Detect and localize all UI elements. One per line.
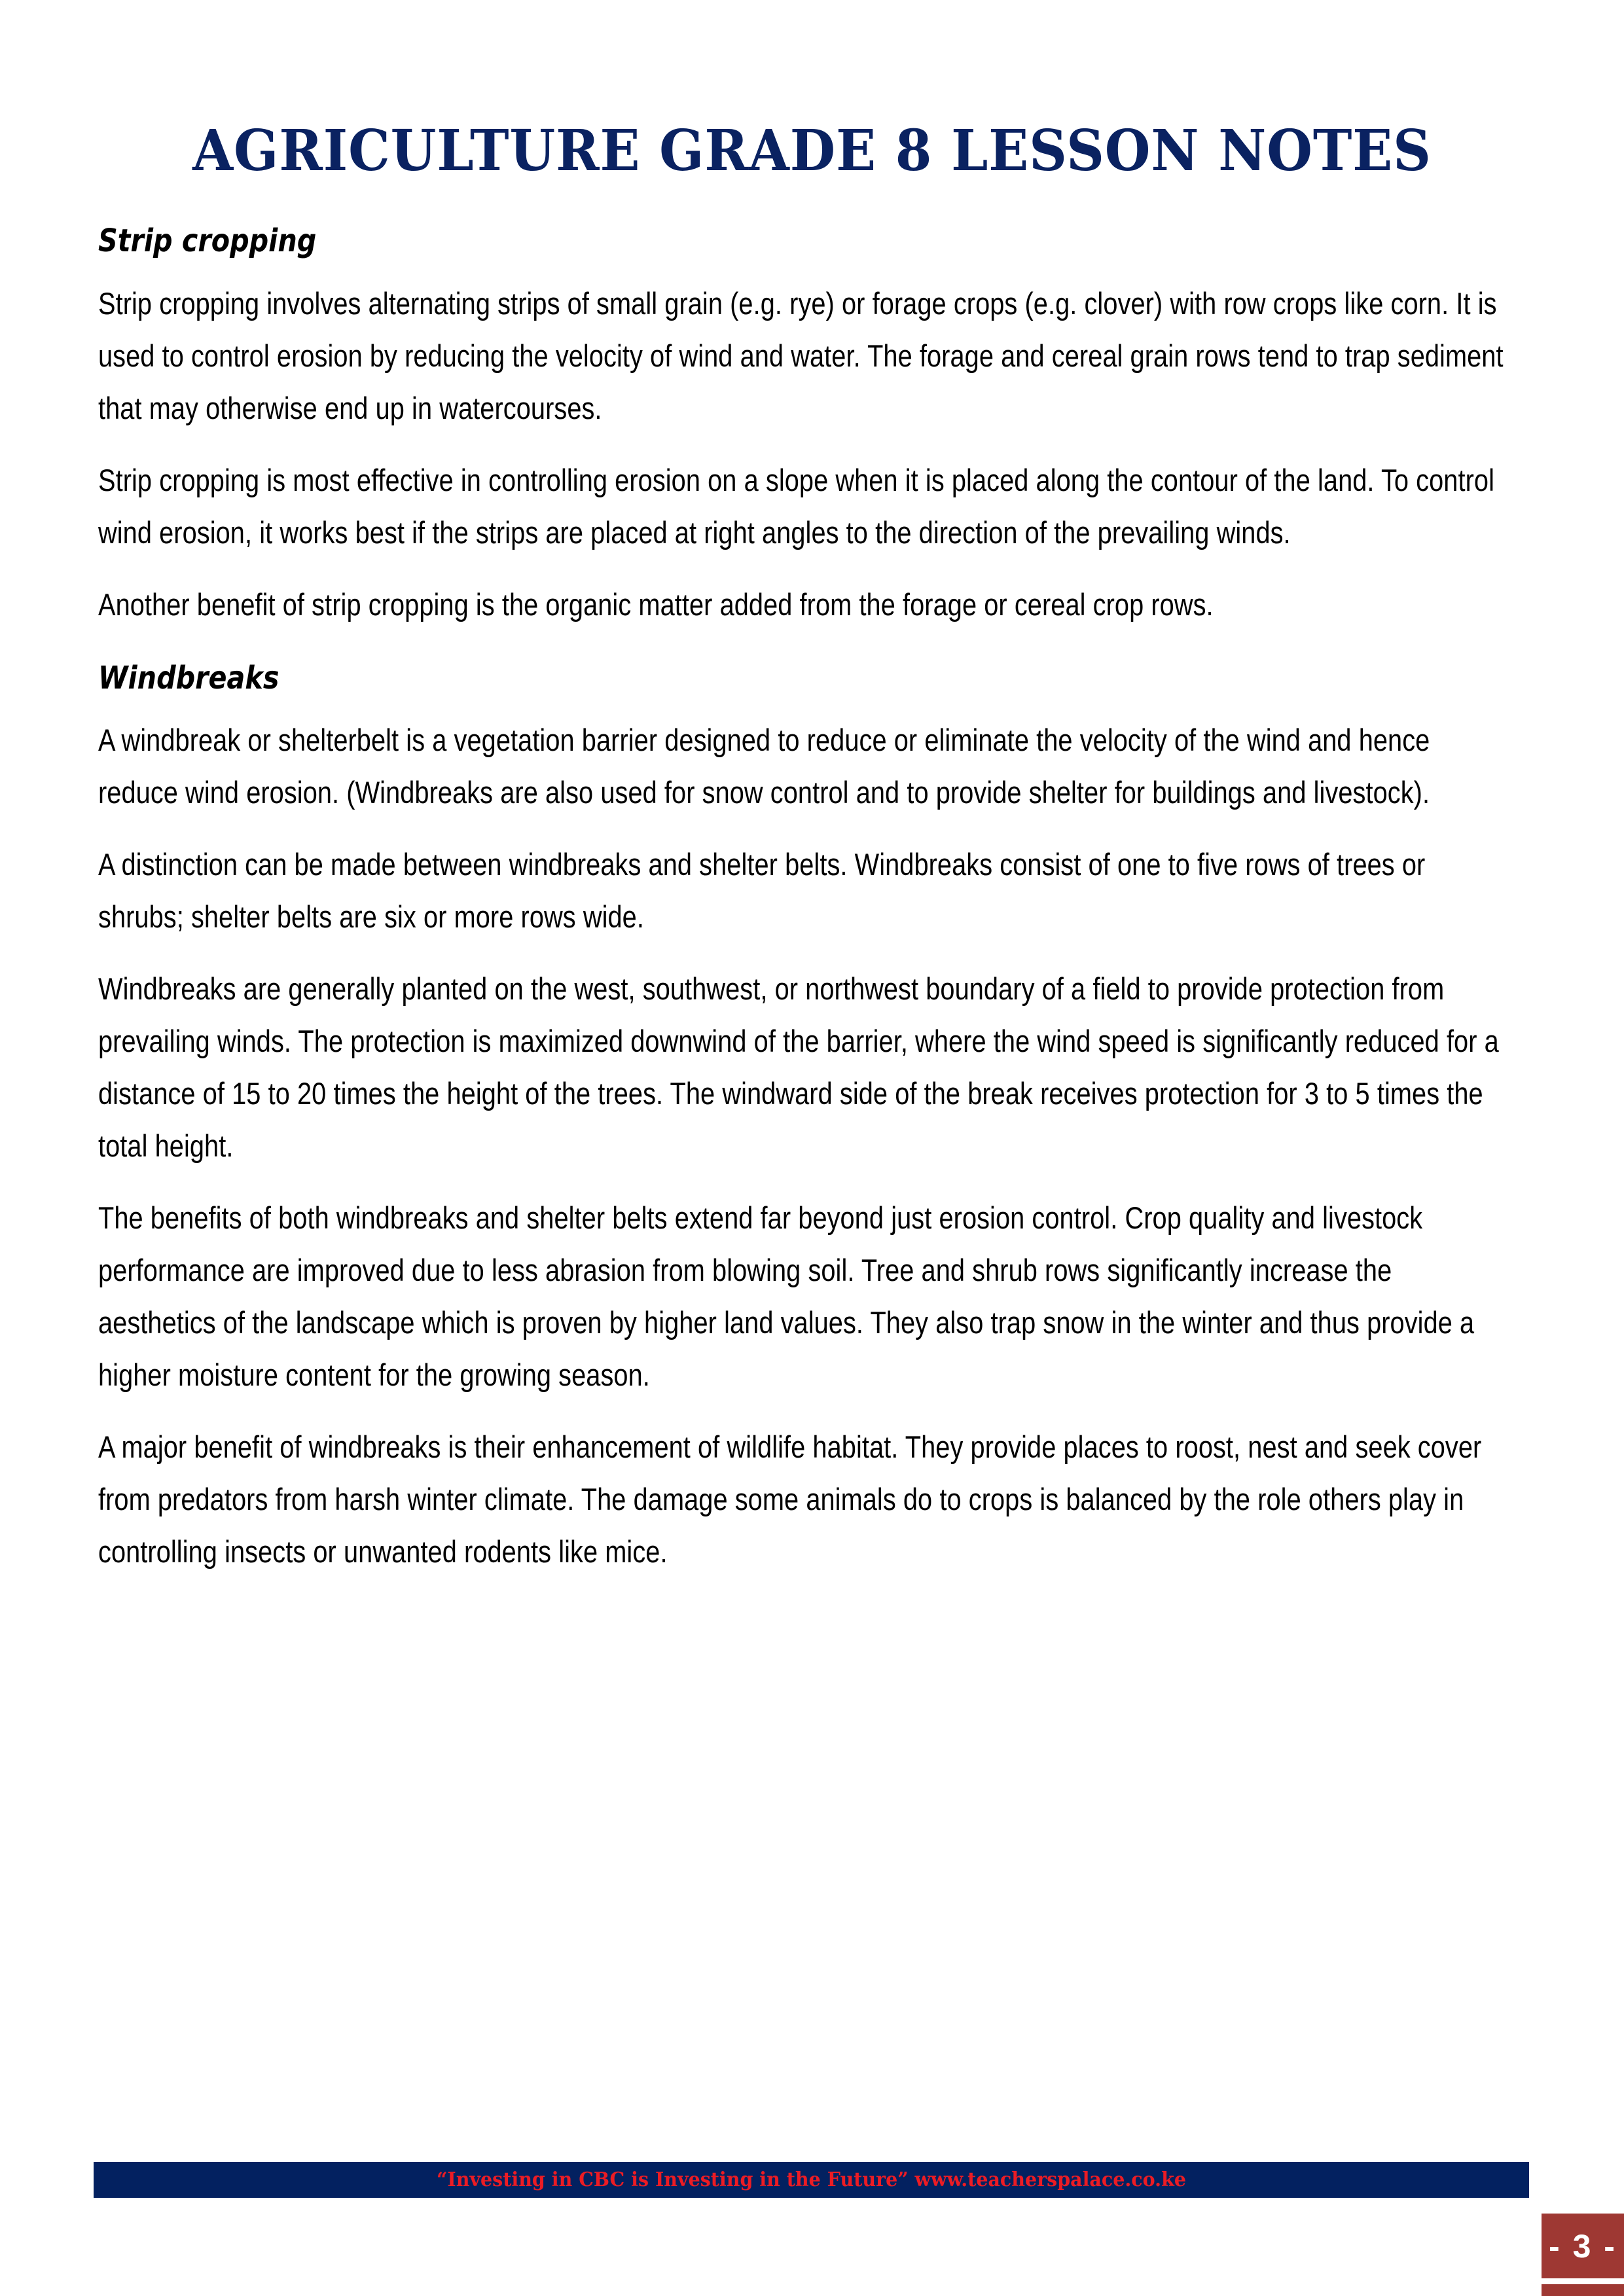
section-heading-windbreaks: Windbreaks <box>98 659 280 696</box>
page-title: AGRICULTURE GRADE 8 LESSON NOTES <box>192 117 1432 184</box>
paragraph: Windbreaks are generally planted on the west, southwest, or northwest boundary of a field to provide protection from prevailing winds. The protection is maximized downwind of the barrier, where the wind speed is significantly reduced for a distance of 15 to 20 times the height of the trees. The windward side of the break receives protection for 3 to 5 times the total height. <box>98 971 1499 1164</box>
section-heading-strip-cropping: Strip cropping <box>98 223 317 259</box>
page-number-underline <box>1542 2278 1624 2284</box>
page-number-label: - 3 - <box>1549 2228 1617 2265</box>
paragraph: Strip cropping involves alternating strips of small grain (e.g. rye) or forage crops (e.g. clover) with row crops like corn. It is used to control erosion by reducing the velocity of wind and water. The forage and cereal grain rows tend to trap sediment that may otherwise end up in watercourses. <box>98 285 1504 425</box>
paragraph: The benefits of both windbreaks and shelter belts extend far beyond just erosion control. Crop quality and livestock performance are improved due to less abrasion from blowing soil. Tree and shrub rows significantly increase the aesthetics of the landscape which is proven by higher land values. They also trap snow in the winter and thus provide a higher moisture content for the growing season. <box>98 1200 1475 1393</box>
paragraph: Another benefit of strip cropping is the organic matter added from the forage or cereal crop rows. <box>98 586 1214 622</box>
paragraph: A major benefit of windbreaks is their enhancement of wildlife habitat. They provide places to roost, nest and seek cover from predators from harsh winter climate. The damage some animals do to crops is balanced by the role others play in controlling insects or unwanted rodents like mice. <box>98 1429 1482 1570</box>
footer-banner <box>94 2162 1529 2198</box>
page-number-badge <box>1542 2214 1624 2296</box>
footer-tagline: “Investing in CBC is Investing in the Future” www.teacherspalace.co.ke <box>437 2168 1186 2191</box>
paragraph: Strip cropping is most effective in controlling erosion on a slope when it is placed along the contour of the land. To control wind erosion, it works best if the strips are placed at right angles to the direction of the prevailing winds. <box>98 462 1494 550</box>
paragraph: A distinction can be made between windbreaks and shelter belts. Windbreaks consist of one to five rows of trees or shrubs; shelter belts are six or more rows wide. <box>98 847 1426 935</box>
document-body <box>98 223 1512 1598</box>
paragraph: A windbreak or shelterbelt is a vegetation barrier designed to reduce or eliminate the velocity of the wind and hence reduce wind erosion. (Windbreaks are also used for snow control and to provide shelter for buildings and livestock). <box>98 723 1430 810</box>
